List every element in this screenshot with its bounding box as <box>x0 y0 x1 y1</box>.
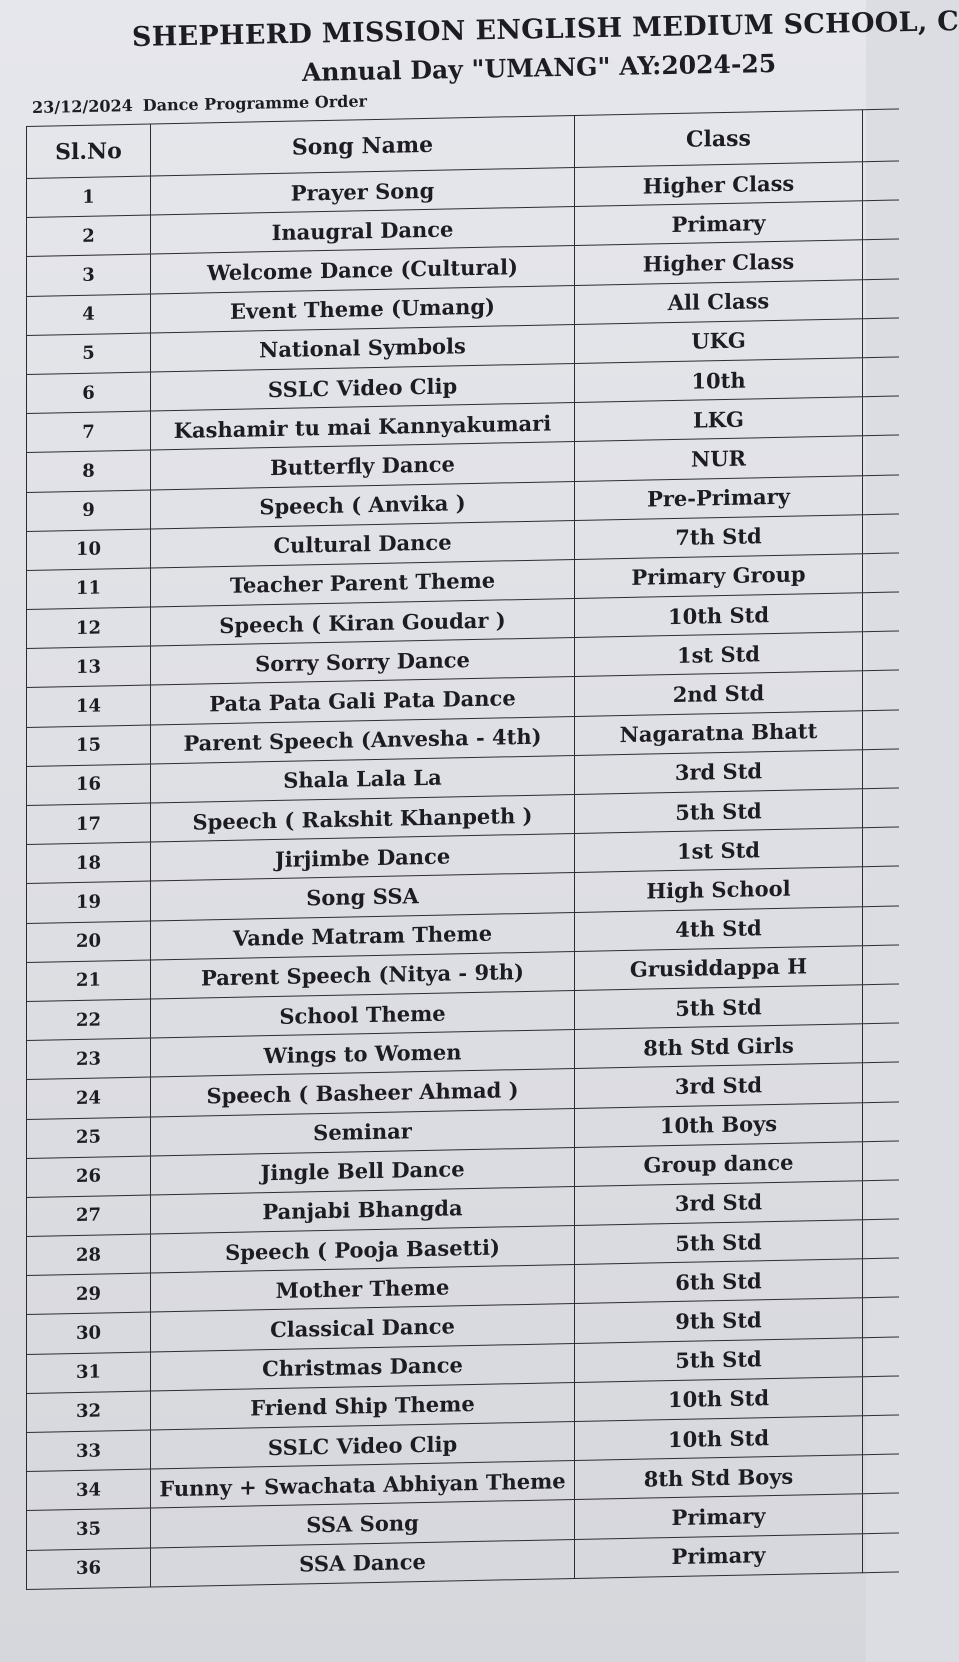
row-extra-cell <box>863 1493 899 1533</box>
row-slno: 27 <box>27 1195 151 1237</box>
row-extra-cell <box>863 1062 899 1102</box>
row-class: 4th Std <box>575 906 863 951</box>
row-extra-cell <box>863 1023 899 1063</box>
row-extra-cell <box>863 1258 899 1298</box>
row-slno: 5 <box>27 333 151 375</box>
row-song-name: Christmas Dance <box>151 1343 575 1391</box>
row-song-name: Speech ( Pooja Basetti) <box>151 1226 575 1274</box>
row-extra-cell <box>863 474 899 514</box>
row-song-name: Jingle Bell Dance <box>151 1147 575 1195</box>
row-class: High School <box>575 867 863 912</box>
row-extra-cell <box>863 710 899 750</box>
row-slno: 8 <box>27 450 151 492</box>
row-song-name: School Theme <box>151 990 575 1038</box>
row-song-name: Speech ( Rakshit Khanpeth ) <box>151 794 575 842</box>
row-class: 3rd Std <box>575 1181 863 1226</box>
row-song-name: Jirjimbe Dance <box>151 834 575 882</box>
row-song-name: SSA Dance <box>151 1539 575 1587</box>
row-slno: 29 <box>27 1273 151 1315</box>
row-extra-cell <box>863 161 899 201</box>
row-extra-cell <box>863 1141 899 1181</box>
row-song-name: Speech ( Kiran Goudar ) <box>151 599 575 647</box>
row-extra-cell <box>863 1337 899 1377</box>
row-extra-cell <box>863 1101 899 1141</box>
row-slno: 2 <box>27 215 151 257</box>
row-slno: 26 <box>27 1156 151 1198</box>
row-song-name: Shala Lala La <box>151 755 575 803</box>
programme-date: 23/12/2024 <box>31 96 133 117</box>
row-extra-cell <box>863 200 899 240</box>
row-extra-cell <box>863 318 899 358</box>
row-song-name: Wings to Women <box>151 1030 575 1078</box>
row-song-name: Sorry Sorry Dance <box>151 638 575 686</box>
table-body <box>27 161 899 1589</box>
row-class: Group dance <box>575 1141 863 1186</box>
row-song-name: Seminar <box>151 1108 575 1156</box>
row-slno: 21 <box>27 960 151 1002</box>
row-class: UKG <box>575 318 863 363</box>
row-slno: 14 <box>27 685 151 727</box>
row-slno: 28 <box>27 1234 151 1276</box>
row-extra-cell <box>863 1376 899 1416</box>
row-slno: 13 <box>27 646 151 688</box>
row-class: 10th <box>575 358 863 403</box>
row-extra-cell <box>863 1297 899 1337</box>
programme-table <box>26 108 899 1589</box>
row-song-name: Classical Dance <box>151 1304 575 1352</box>
row-class: Pre-Primary <box>575 475 863 520</box>
row-extra-cell <box>863 1180 899 1220</box>
row-slno: 18 <box>27 842 151 884</box>
row-slno: 20 <box>27 921 151 963</box>
row-class: 1st Std <box>575 828 863 873</box>
column-header-class: Class <box>575 110 863 168</box>
programme-table-wrapper <box>26 108 899 1589</box>
row-slno: 17 <box>27 803 151 845</box>
row-extra-cell <box>863 279 899 319</box>
row-class: 10th Boys <box>575 1102 863 1147</box>
row-song-name: SSLC Video Clip <box>151 1421 575 1469</box>
row-extra-cell <box>863 866 899 906</box>
row-slno: 32 <box>27 1391 151 1433</box>
row-class: 7th Std <box>575 514 863 559</box>
row-class: 5th Std <box>575 789 863 834</box>
column-header-slno: Sl.No <box>27 124 151 178</box>
row-class: Primary Group <box>575 554 863 599</box>
row-extra-cell <box>863 592 899 632</box>
row-extra-cell <box>863 357 899 397</box>
row-extra-cell <box>863 1219 899 1259</box>
row-song-name: Parent Speech (Anvesha - 4th) <box>151 716 575 764</box>
row-extra-cell <box>863 239 899 279</box>
row-class: 3rd Std <box>575 1063 863 1108</box>
row-class: LKG <box>575 397 863 442</box>
row-class: 5th Std <box>575 1337 863 1382</box>
row-slno: 11 <box>27 568 151 610</box>
row-slno: 24 <box>27 1077 151 1119</box>
row-extra-cell <box>863 670 899 710</box>
event-title: Annual Day "UMANG" AY:2024-25 <box>301 48 777 87</box>
row-class: 2nd Std <box>575 671 863 716</box>
row-class: 10th Std <box>575 593 863 638</box>
row-extra-cell <box>863 945 899 985</box>
row-slno: 19 <box>27 881 151 923</box>
school-name: SHEPHERD MISSION ENGLISH MEDIUM SCHOOL, C <box>131 6 959 53</box>
row-extra-cell <box>863 1454 899 1494</box>
row-slno: 7 <box>27 411 151 453</box>
row-class: 8th Std Girls <box>575 1024 863 1069</box>
row-extra-cell <box>863 396 899 436</box>
row-class: 10th Std <box>575 1377 863 1422</box>
row-extra-cell <box>863 1533 899 1573</box>
row-song-name: Inaugral Dance <box>151 207 575 255</box>
row-slno: 34 <box>27 1469 151 1511</box>
row-slno: 10 <box>27 529 151 571</box>
row-slno: 23 <box>27 1038 151 1080</box>
row-song-name: Event Theme (Umang) <box>151 285 575 333</box>
row-song-name: Kashamir tu mai Kannyakumari <box>151 403 575 451</box>
row-song-name: Funny + Swachata Abhiyan Theme <box>151 1461 575 1509</box>
row-extra-cell <box>863 827 899 867</box>
row-extra-cell <box>863 435 899 475</box>
row-class: All Class <box>575 279 863 324</box>
row-extra-cell <box>863 906 899 946</box>
row-class: 3rd Std <box>575 750 863 795</box>
row-class: Nagaratna Bhatt <box>575 710 863 755</box>
row-class: Primary <box>575 1494 863 1539</box>
row-song-name: Song SSA <box>151 873 575 921</box>
row-class: Grusiddappa H <box>575 945 863 990</box>
row-slno: 12 <box>27 607 151 649</box>
row-class: NUR <box>575 436 863 481</box>
row-slno: 22 <box>27 999 151 1041</box>
row-class: 5th Std <box>575 985 863 1030</box>
row-song-name: Speech ( Anvika ) <box>151 481 575 529</box>
row-song-name: National Symbols <box>151 324 575 372</box>
row-song-name: SSA Song <box>151 1500 575 1548</box>
row-slno: 1 <box>27 176 151 218</box>
row-class: 8th Std Boys <box>575 1455 863 1500</box>
row-slno: 15 <box>27 725 151 767</box>
row-song-name: Mother Theme <box>151 1265 575 1313</box>
row-class: Primary <box>575 1533 863 1578</box>
row-slno: 9 <box>27 490 151 532</box>
row-slno: 35 <box>27 1508 151 1550</box>
row-song-name: Panjabi Bhangda <box>151 1186 575 1234</box>
row-song-name: Cultural Dance <box>151 520 575 568</box>
row-song-name: Butterfly Dance <box>151 442 575 490</box>
row-song-name: Friend Ship Theme <box>151 1382 575 1430</box>
row-slno: 16 <box>27 764 151 806</box>
row-song-name: Speech ( Basheer Ahmad ) <box>151 1069 575 1117</box>
row-class: 5th Std <box>575 1220 863 1265</box>
column-header-song-name: Song Name <box>151 115 575 176</box>
row-slno: 31 <box>27 1352 151 1394</box>
programme-title: Dance Programme Order <box>142 91 368 115</box>
row-slno: 33 <box>27 1430 151 1472</box>
row-class: 10th Std <box>575 1416 863 1461</box>
row-song-name: Prayer Song <box>151 167 575 215</box>
row-slno: 4 <box>27 294 151 336</box>
row-slno: 3 <box>27 254 151 296</box>
row-song-name: Vande Matram Theme <box>151 912 575 960</box>
column-extra <box>863 109 899 162</box>
row-extra-cell <box>863 984 899 1024</box>
row-song-name: Teacher Parent Theme <box>151 559 575 607</box>
row-song-name: Welcome Dance (Cultural) <box>151 246 575 294</box>
row-song-name: Parent Speech (Nitya - 9th) <box>151 951 575 999</box>
row-class: Primary <box>575 201 863 246</box>
row-song-name: Pata Pata Gali Pata Dance <box>151 677 575 725</box>
row-extra-cell <box>863 631 899 671</box>
row-slno: 25 <box>27 1117 151 1159</box>
row-slno: 30 <box>27 1312 151 1354</box>
row-extra-cell <box>863 514 899 554</box>
row-song-name: SSLC Video Clip <box>151 363 575 411</box>
row-class: 9th Std <box>575 1298 863 1343</box>
row-slno: 36 <box>27 1548 151 1590</box>
programme-line <box>32 92 367 117</box>
row-extra-cell <box>863 749 899 789</box>
row-extra-cell <box>863 553 899 593</box>
row-class: Higher Class <box>575 162 863 207</box>
row-slno: 6 <box>27 372 151 414</box>
row-class: 6th Std <box>575 1259 863 1304</box>
row-extra-cell <box>863 1415 899 1455</box>
row-class: 1st Std <box>575 632 863 677</box>
row-class: Higher Class <box>575 240 863 285</box>
row-extra-cell <box>863 788 899 828</box>
